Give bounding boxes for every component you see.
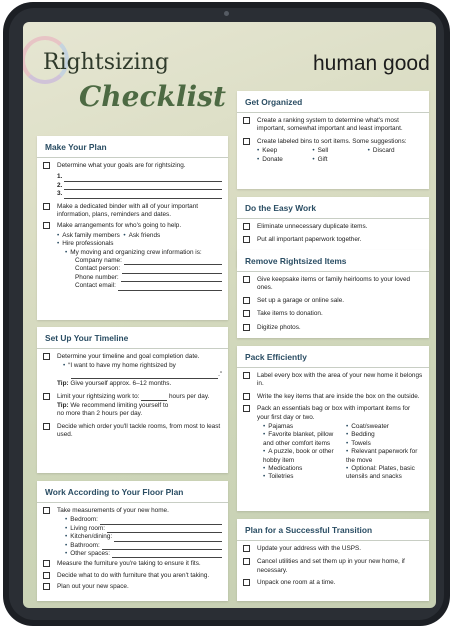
checkbox[interactable]: [243, 276, 250, 283]
checklist-item[interactable]: Label every box with the area of your new home it belongs in.: [243, 372, 423, 389]
hours-per-day-field[interactable]: [141, 394, 167, 401]
card-heading: Do the Easy Work: [237, 197, 429, 219]
card-heading: Get Organized: [237, 91, 429, 113]
checkbox[interactable]: [243, 297, 250, 304]
checklist-item[interactable]: Plan out your new space.: [43, 583, 222, 591]
bedroom-field[interactable]: [100, 518, 222, 525]
checkbox[interactable]: [243, 138, 250, 145]
living-room-field[interactable]: [107, 526, 222, 533]
checklist-item[interactable]: Put all important paperwork together.: [243, 236, 423, 244]
card-heading: Set Up Your Timeline: [37, 327, 228, 349]
checkbox[interactable]: [243, 558, 250, 565]
checklist-item[interactable]: Digitize photos.: [243, 324, 423, 332]
card-pack-efficiently: Pack Efficiently Label every box with the area of your new home it belongs in. Write the key items that are inside the box on the outside. Pack an essentials bag or box with important items for your first day or two. • Pajamas • Favorite blanket, pillow and other comfort items • A puzzle, book or other hobby item • Medications • Toiletries • Coat/sweater • Bedding • Towels • Relevant paperwork for the move • Optional: Plates, basic utensils and snacks: [237, 346, 429, 511]
tablet-frame: [3, 2, 450, 626]
checkbox[interactable]: [243, 372, 250, 379]
card-transition: [237, 519, 429, 601]
card-remove-items: [237, 250, 429, 338]
checklist-item[interactable]: Update your address with the USPS.: [243, 545, 423, 553]
goal-line-3[interactable]: [64, 192, 222, 199]
checklist-item[interactable]: Measure the furniture you're taking to ensure it fits.: [43, 560, 222, 568]
checkbox[interactable]: [243, 236, 250, 243]
checkbox[interactable]: [43, 162, 50, 169]
card-heading: Make Your Plan: [37, 136, 228, 158]
card-heading: Remove Rightsized Items: [237, 250, 429, 272]
kitchen-dining-field[interactable]: [114, 535, 222, 542]
checklist-item[interactable]: Write the key items that are inside the box on the outside.: [243, 393, 423, 401]
page-subtitle: Checklist: [79, 80, 226, 113]
completion-date-field[interactable]: [71, 372, 218, 379]
checkbox[interactable]: [243, 579, 250, 586]
checkbox[interactable]: [43, 507, 50, 514]
checkbox[interactable]: [43, 560, 50, 567]
checkbox[interactable]: [43, 203, 50, 210]
page-title: Rightsizing: [43, 50, 169, 75]
checklist-item[interactable]: Determine what your goals are for rightsizing.: [43, 162, 222, 170]
checkbox[interactable]: [43, 423, 50, 430]
checklist-item[interactable]: Set up a garage or online sale.: [243, 297, 423, 305]
checklist-item[interactable]: Create a ranking system to determine what's most important, somewhat important and least important.: [243, 117, 423, 134]
checklist-item[interactable]: Make arrangements for who's going to help.: [43, 222, 222, 230]
other-spaces-field[interactable]: [112, 551, 222, 558]
checkbox[interactable]: [43, 222, 50, 229]
card-heading: Work According to Your Floor Plan: [37, 481, 228, 503]
checkbox[interactable]: [243, 223, 250, 230]
company-name-field[interactable]: [124, 258, 222, 265]
checkbox[interactable]: [243, 393, 250, 400]
checklist-item[interactable]: Take measurements of your new home.: [43, 507, 222, 515]
checklist-item[interactable]: Determine your timeline and goal completion date.: [43, 353, 222, 361]
checklist-item[interactable]: Eliminate unnecessary duplicate items.: [243, 223, 423, 231]
checklist-item[interactable]: Decide which order you'll tackle rooms, from most to least used.: [43, 423, 222, 440]
checkbox[interactable]: [43, 572, 50, 579]
checklist-item[interactable]: Give keepsake items or family heirlooms to your loved ones.: [243, 276, 423, 293]
checklist-item[interactable]: Make a dedicated binder with all of your important information, plans, reminders and dates.: [43, 203, 222, 220]
card-get-organized: Get Organized Create a ranking system to determine what's most important, somewhat important and least important. Create labeled bins to sort items. Some suggestions: • Keep • Sell • Discard • Donate • Gift: [237, 91, 429, 189]
checklist-item[interactable]: Take items to donation.: [243, 310, 423, 318]
checkbox[interactable]: [243, 324, 250, 331]
checklist-item[interactable]: Limit your rightsizing work to: hours per day.: [43, 393, 222, 401]
checkbox[interactable]: [243, 405, 250, 412]
bathroom-field[interactable]: [102, 543, 222, 550]
checkbox[interactable]: [243, 310, 250, 317]
brand-logo: human good: [313, 52, 430, 75]
checkbox[interactable]: [243, 545, 250, 552]
checklist-item[interactable]: Decide what to do with furniture that you aren't taking.: [43, 572, 222, 580]
card-make-your-plan: Make Your Plan Determine what your goals are for rightsizing. 1. 2. 3. Make a dedicated binder with all of your important information, plans, reminders and dates. Make arrangements for who's going to help. • Ask family members • Ask friends • Hire professionals • My moving and organizing crew information is: Company name: Contact person: Phone number: Contact email:: [37, 136, 228, 320]
card-heading: Pack Efficiently: [237, 346, 429, 368]
card-floor-plan: Work According to Your Floor Plan Take measurements of your new home. • Bedroom: • Living room: • Kitchen/dining: • Bathroom: • Other spaces: Measure the furniture you're taking to ensure it fits. Decide what to do with furniture that you aren't taking. Plan out your new space.: [37, 481, 228, 601]
goal-line-2[interactable]: [64, 183, 222, 190]
checklist-item[interactable]: Create labeled bins to sort items. Some suggestions:: [243, 138, 423, 146]
checkbox[interactable]: [43, 393, 50, 400]
checkbox[interactable]: [43, 583, 50, 590]
card-heading: Plan for a Successful Transition: [237, 519, 429, 541]
contact-person-field[interactable]: [122, 267, 222, 274]
checkbox[interactable]: [243, 117, 250, 124]
checklist-item[interactable]: Cancel utilities and set them up in your new home, if necessary.: [243, 558, 423, 575]
checklist-page: [23, 22, 436, 608]
checklist-item[interactable]: Pack an essentials bag or box with important items for your first day or two.: [243, 405, 423, 422]
goal-line-1[interactable]: [64, 175, 222, 182]
card-timeline: Set Up Your Timeline Determine your timeline and goal completion date. • “I want to have my home rightsized by .” Tip: Give yourself approx. 6–12 months. Limit your rightsizing work to: hours per day. Tip: We recommend limiting yourself to no more than 2 hours per day. Decide which order you'll tackle rooms, from most to least used.: [37, 327, 228, 473]
camera-icon: [224, 11, 229, 16]
phone-number-field[interactable]: [121, 275, 222, 282]
checklist-item[interactable]: Unpack one room at a time.: [243, 579, 423, 587]
contact-email-field[interactable]: [118, 284, 222, 291]
checkbox[interactable]: [43, 353, 50, 360]
